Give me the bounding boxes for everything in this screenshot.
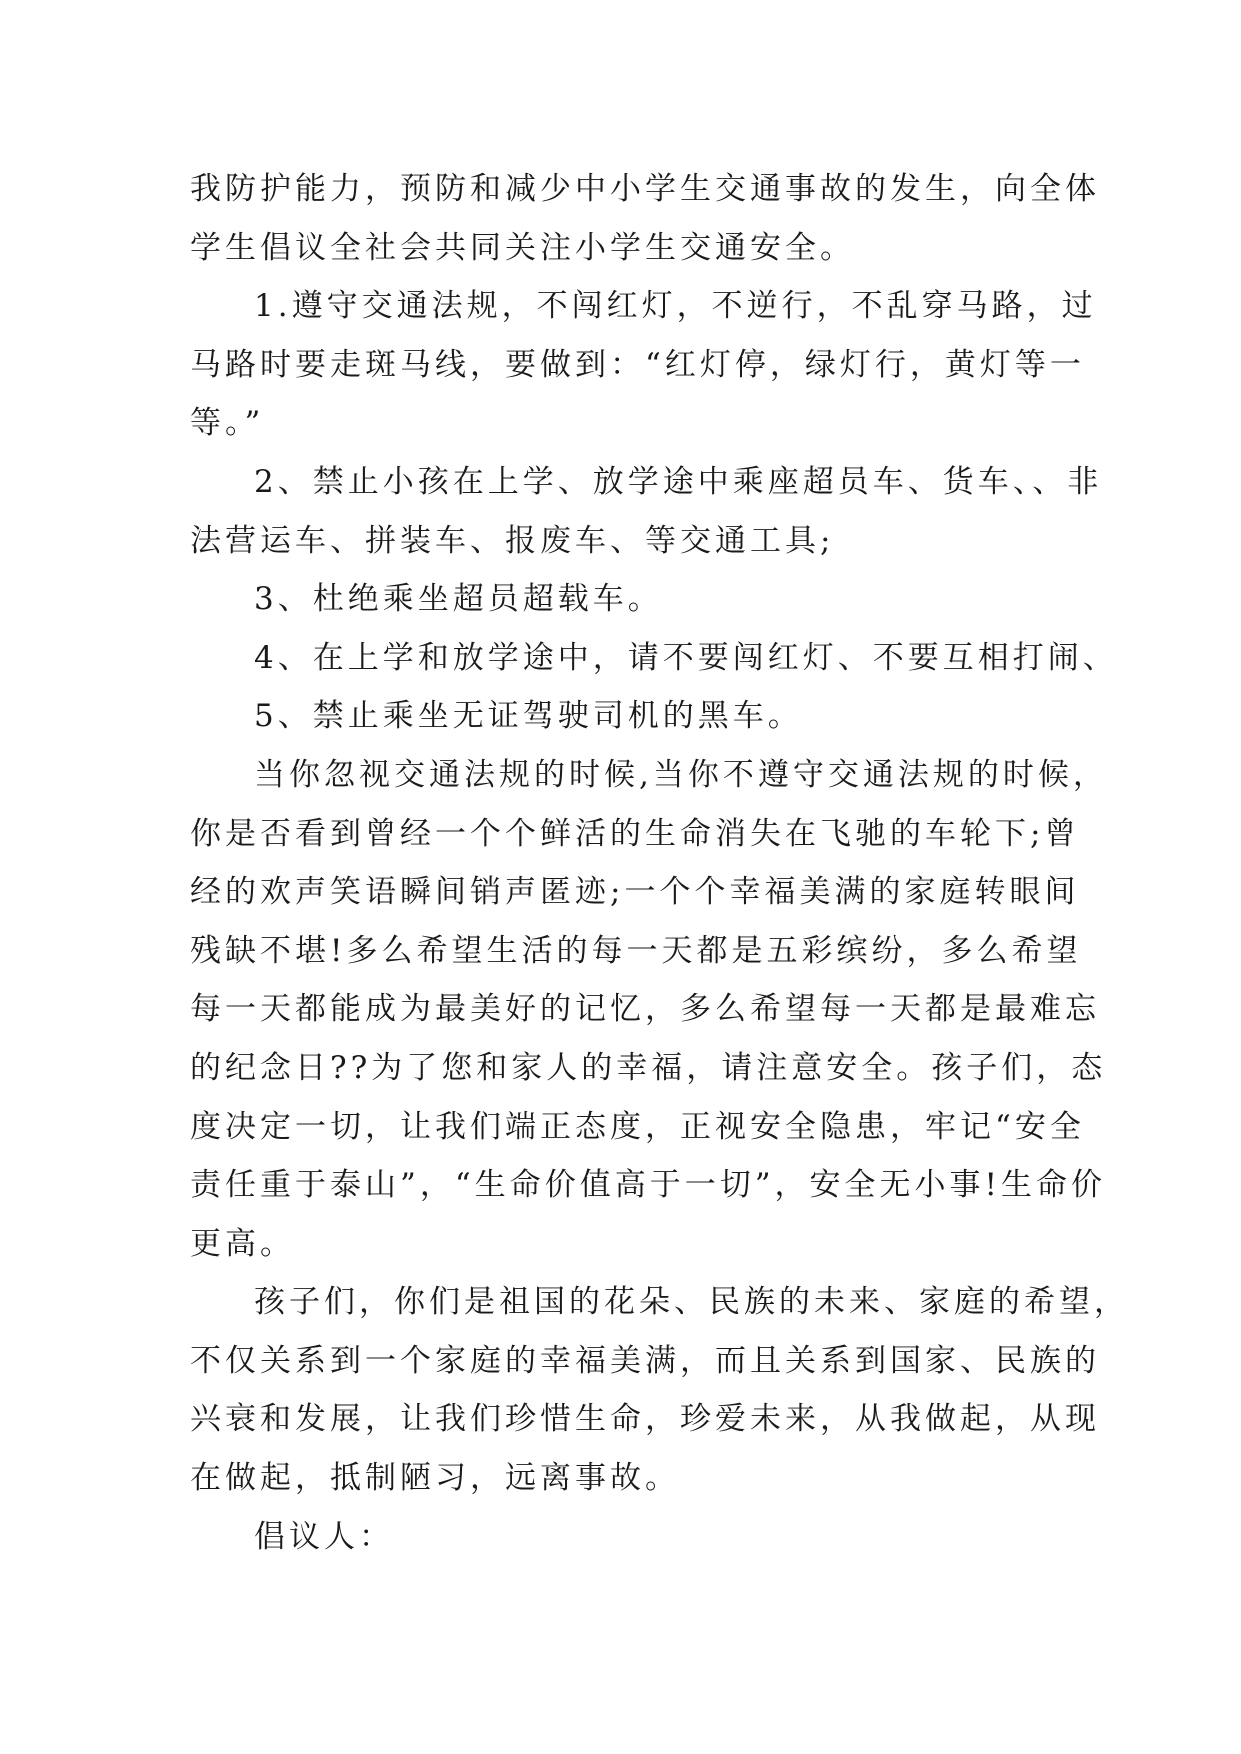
- text-line: 当你忽视交通法规的时候,当你不遵守交通法规的时候，: [254, 756, 1108, 793]
- text-line: 你是否看到曾经一个个鲜活的生命消失在飞驰的车轮下;曾: [190, 815, 1080, 852]
- text-line: 法营运车、拼装车、报废车、等交通工具;: [190, 522, 835, 559]
- text-line: 不仅关系到一个家庭的幸福美满，而且关系到国家、民族的: [190, 1342, 1100, 1379]
- text-line: 度决定一切，让我们端正态度，正视安全隐患，牢记“安全: [190, 1108, 1085, 1145]
- document-body: [190, 160, 1129, 1566]
- text-line: 我防护能力，预防和减少中小学生交通事故的发生，向全体: [190, 171, 1100, 207]
- text-line: 在做起，抵制陋习，远离事故。: [190, 1460, 680, 1497]
- text-line: 残缺不堪!多么希望生活的每一天都是五彩缤纷，多么希望: [190, 932, 1082, 969]
- text-line: 经的欢声笑语瞬间销声匿迹;一个个幸福美满的家庭转眼间: [190, 874, 1080, 911]
- text-line: 3、杜绝乘坐超员超载车。: [254, 581, 663, 618]
- text-line: 等。”: [190, 405, 265, 442]
- text-line: 责任重于泰山”，“生命价值高于一切”，安全无小事!生命价: [190, 1167, 1106, 1204]
- text-line: 学生倡议全社会共同关注小学生交通安全。: [190, 229, 855, 266]
- text-line: 4、在上学和放学途中，请不要闯红灯、不要互相打闹、: [254, 639, 1118, 676]
- text-line: 马路时要走斑马线，要做到：“红灯停，绿灯行，黄灯等一: [190, 346, 1085, 383]
- text-line: 5、禁止乘坐无证驾驶司机的黑车。: [254, 698, 803, 735]
- text-line: 2、禁止小孩在上学、放学途中乘座超员车、货车、、非: [254, 463, 1103, 500]
- text-line: 的纪念日??为了您和家人的幸福，请注意安全。孩子们，态: [190, 1049, 1107, 1086]
- text-line: 倡议人：: [254, 1518, 394, 1555]
- text-line: 每一天都能成为最美好的记忆，多么希望每一天都是最难忘: [190, 991, 1100, 1028]
- text-line: 兴衰和发展，让我们珍惜生命，珍爱未来，从我做起，从现: [190, 1401, 1100, 1438]
- text-line: 1.遵守交通法规，不闯红灯，不逆行，不乱穿马路，过: [254, 288, 1097, 325]
- text-line: 更高。: [190, 1225, 295, 1262]
- text-line: 孩子们，你们是祖国的花朵、民族的未来、家庭的希望，: [254, 1284, 1129, 1321]
